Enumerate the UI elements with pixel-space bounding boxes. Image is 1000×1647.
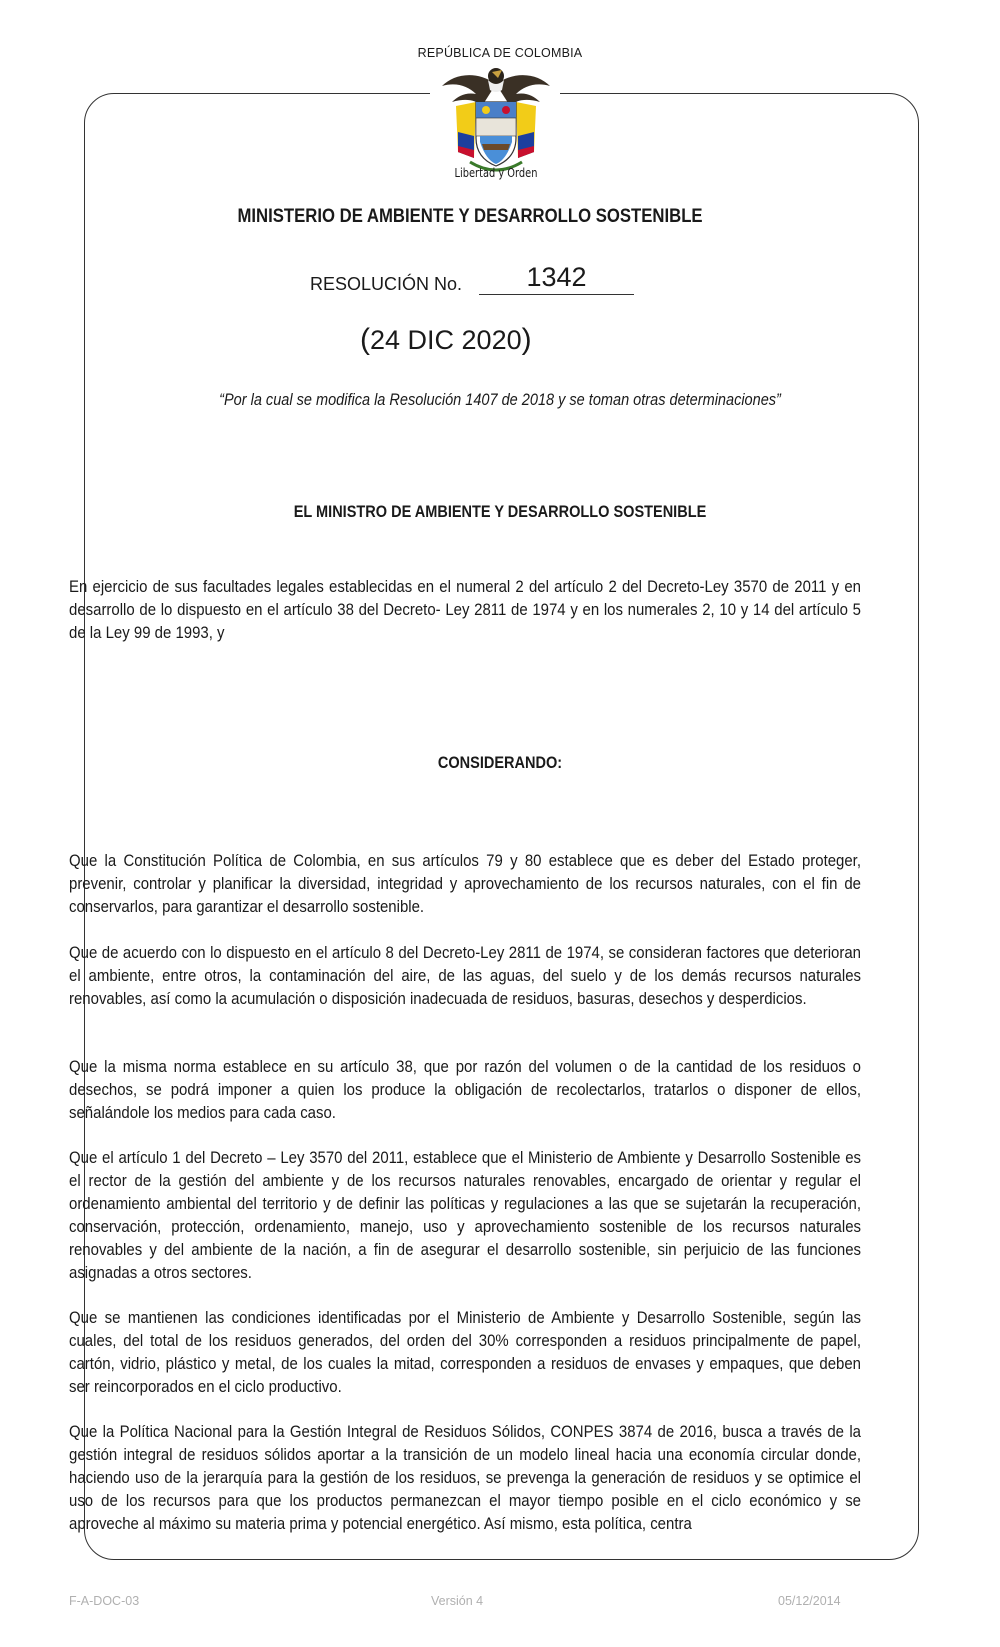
footer-version: Versión 4 [431, 1594, 484, 1608]
considerando-heading: CONSIDERANDO: [437, 754, 563, 772]
resolution-date-value: 24 DIC 2020 [370, 325, 522, 355]
considerando-paragraph-3: Que la misma norma establece en su artículo 38, que por razón del volumen o de la cantidad de los residuos o desechos, se podrá imponer a quien los produce la obligación de recolectarlos, tratarlos o disponer de ellos, señalándole los medios para cada caso. [69, 1057, 861, 1122]
resolution-subject: “Por la cual se modifica la Resolución 1407 de 2018 y se toman otras determinaciones” [219, 391, 781, 409]
ministry-title: MINISTERIO DE AMBIENTE Y DESARROLLO SOSTENIBLE [237, 206, 703, 227]
considerando-paragraph-5: Que se mantienen las condiciones identificadas por el Ministerio de Ambiente y Desarrollo Sostenible, según las cuales, del total de los residuos generados, del orden del 30% corresponden a residuos principalmente de papel, cartón, vidrio, plástico y metal, de los cuales la mitad, corresponden a residuos de envases y empaques, que deben ser reincorporados en el ciclo productivo. [69, 1308, 861, 1396]
resolution-date: (24 DIC 2020) [360, 323, 532, 356]
resolution-number: 1342 [526, 262, 587, 292]
preamble-paragraph: En ejercicio de sus facultades legales establecidas en el numeral 2 del artículo 2 del Decreto-Ley 3570 de 2011 y en desarrollo de lo dispuesto en el artículo 38 del Decreto- Ley 2811 de 1974 y en los numerales 2, 10 y 14 del artículo 5 de la Ley 99 de 1993, y [69, 577, 861, 642]
considerando-paragraph-1: Que la Constitución Política de Colombia, en sus artículos 79 y 80 establece que es deber del Estado proteger, prevenir, controlar y planificar la diversidad, integridad y aprovechamiento de los recursos naturales, con el fin de conservarlos, para garantizar el desarrollo sostenible. [69, 851, 861, 916]
republic-label: REPÚBLICA DE COLOMBIA [417, 46, 583, 60]
considerando-paragraph-4: Que el artículo 1 del Decreto – Ley 3570 del 2011, establece que el Ministerio de Ambiente y Desarrollo Sostenible es el rector de la gestión del ambiente y de los recursos naturales renovables, encargado de orientar y regular el ordenamiento ambiental del territorio y de definir las políticas y regulaciones a las que se sujetarán la recuperación, conservación, protección, ordenamiento, manejo, uso y aprovechamiento sostenible de los recursos naturales renovables y del ambiente de la nación, a fin de asegurar el desarrollo sostenible, sin perjuicio de las funciones asignadas a otros sectores. [69, 1148, 861, 1282]
resolution-underline [479, 294, 634, 295]
resolution-label: RESOLUCIÓN No. [310, 274, 463, 294]
motto: Libertad y Orden [454, 166, 538, 180]
footer-form-code: F-A-DOC-03 [69, 1594, 140, 1608]
minister-heading: EL MINISTRO DE AMBIENTE Y DESARROLLO SOSTENIBLE [293, 503, 707, 521]
considerando-paragraph-2: Que de acuerdo con lo dispuesto en el artículo 8 del Decreto-Ley 2811 de 1974, se consideran factores que deterioran el ambiente, entre otros, la contaminación del aire, de las aguas, del suelo y de los demás recursos naturales renovables, así como la acumulación o disposición inadecuada de residuos, basuras, desechos y desperdicios. [69, 943, 861, 1008]
considerando-paragraph-6: Que la Política Nacional para la Gestión Integral de Residuos Sólidos, CONPES 3874 de 2016, busca a través de la gestión integral de residuos sólidos aportar a la transición de un modelo lineal hacia una economía circular donde, haciendo uso de la jerarquía para la gestión de los residuos, se prevenga la generación de residuos y se optimice el uso de los recursos para que los productos permanezcan el mayor tiempo posible en el ciclo económico y se aproveche al máximo su materia prima y potencial energético. Así mismo, esta política, centra [69, 1422, 861, 1533]
footer-date: 05/12/2014 [778, 1594, 841, 1608]
